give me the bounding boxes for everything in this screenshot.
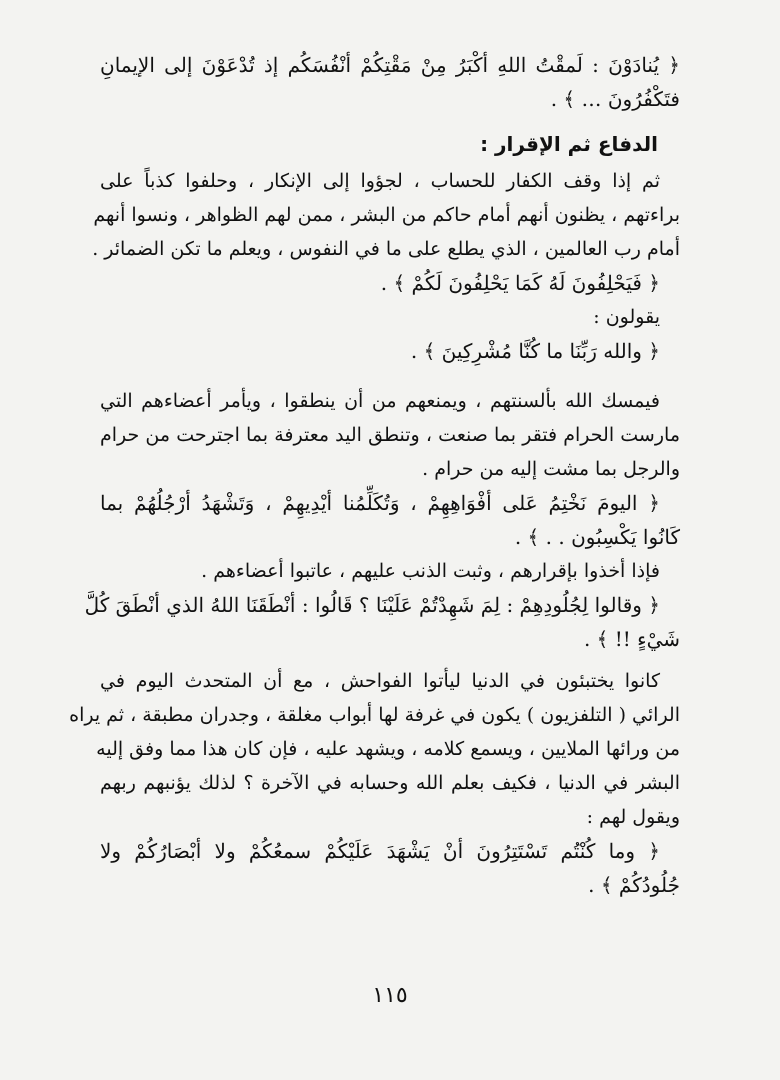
paragraph-line: أمام رب العالمين ، الذي يطلع على ما في النفوس ، ويعلم ما تكن الضمائر . <box>92 238 680 260</box>
section-heading: الدفاع ثم الإقرار : <box>480 132 658 156</box>
paragraph-line: من ورائها الملايين ، ويسمع كلامه ، ويشهد عليه ، فإن كان هذا مما وفق إليه <box>96 738 680 760</box>
verse-line: ﴿ فَيَحْلِفُونَ لَهُ كَمَا يَحْلِفُونَ لَكُمْ ﴾ . <box>380 271 660 295</box>
page-body <box>69 48 680 902</box>
paragraph-line: فيمسك الله بألسنتهم ، ويمنعهم من أن ينطقوا ، ويأمر أعضاءهم التي <box>100 390 660 412</box>
page-number: ١١٥ <box>372 983 408 1008</box>
paragraph-line: يقولون : <box>593 306 660 328</box>
verse-line: ﴿ يُنادَوْنَ : لَمقْتُ اللهِ أكْبَرُ مِنْ مَقْتِكُمْ أنْفُسَكُم إذ تُدْعَوْنَ إلى الإيمانِ <box>100 53 680 77</box>
paragraph-line: ثم إذا وقف الكفار للحساب ، لجؤوا إلى الإنكار ، وحلفوا كذباً على <box>100 170 660 192</box>
paragraph-gap <box>100 656 680 664</box>
verse-line: كَانُوا يَكْسِبُون . . ﴾ . <box>514 525 680 549</box>
paragraph-line: الرائي ( التلفزيون ) يكون في غرفة لها أبواب مغلقة ، وجدران مطبقة ، ثم يراه <box>69 704 680 726</box>
paragraph-line: كانوا يختبئون في الدنيا ليأتوا الفواحش ، مع أن المتحدث اليوم في <box>100 670 660 692</box>
paragraph-gap <box>100 368 680 384</box>
verse-line: ﴿ وما كُنْتُم تَسْتَتِرُونَ أنْ يَشْهَدَ عَلَيْكُمْ سمعُكُمْ ولا أبْصَارُكُمْ ولا <box>100 839 660 863</box>
paragraph-line: فإذا أخذوا بإقرارهم ، وثبت الذنب عليهم ، عاتبوا أعضاءهم . <box>201 560 660 582</box>
verse-line: فتَكْفُرُونَ … ﴾ . <box>550 87 680 111</box>
paragraph-line: والرجل بما مشت إليه من حرام . <box>422 458 680 480</box>
verse-line: ﴿ وقالوا لِجُلُودِهِمْ : لِمَ شَهِدْتُمْ عَلَيْنَا ؟ قَالُوا : أنْطَقَنَا اللهُ الذي أنْطَقَ كُلَّ <box>84 593 660 617</box>
verse-line: ﴿ اليومَ نَخْتِمُ عَلى أفْوَاهِهِمْ ، وَتُكَلِّمُنا أيْدِيهِمْ ، وَتَشْهَدُ أرْجُلُهُمْ بما <box>100 491 660 515</box>
paragraph-line: براءتهم ، يظنون أنهم أمام حاكم من البشر ، ممن لهم الظواهر ، ونسوا أنهم <box>93 204 680 226</box>
verse-line: شَيْءٍ !! ﴾ . <box>583 627 680 651</box>
paragraph-line: مارست الحرام فتقر بما صنعت ، وتنطق اليد معترفة بما اجترحت من حرام <box>100 424 680 446</box>
verse-line: ﴿ والله رَبِّنَا ما كُنَّا مُشْرِكِينَ ﴾ . <box>410 339 660 363</box>
paragraph-line: البشر في الدنيا ، فكيف بعلم الله وحسابه في الآخرة ؟ لذلك يؤنبهم ربهم <box>100 772 680 794</box>
verse-line: جُلُودُكُمْ ﴾ . <box>588 873 680 897</box>
paragraph-line: ويقول لهم : <box>586 806 680 828</box>
